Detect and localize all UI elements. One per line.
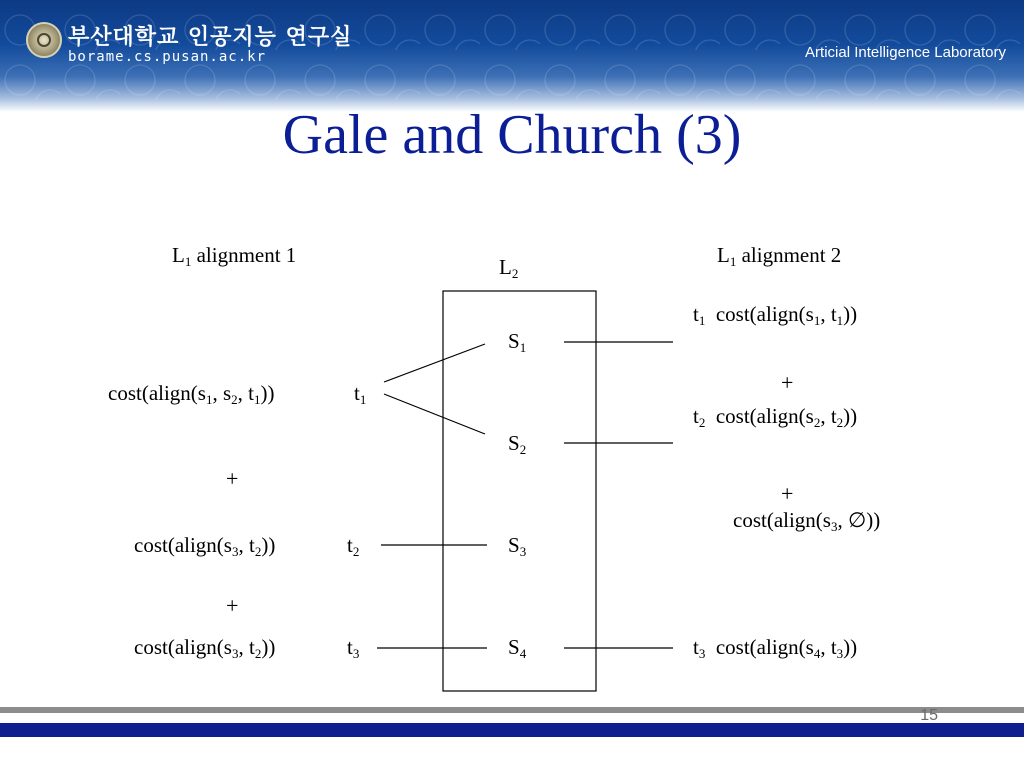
- link-t1-s1: [384, 344, 485, 382]
- slide-title: Gale and Church (3): [282, 104, 742, 166]
- plus-sign: +: [226, 593, 239, 618]
- university-url: borame.cs.pusan.ac.kr: [68, 49, 267, 65]
- university-name: 부산대학교 인공지능 연구실: [68, 25, 353, 50]
- left-header: $L_1$ alignment 1: [172, 243, 297, 269]
- right-cost-expression: $t_3$ $\cos t(align(s_4$, $t_3$)): [693, 635, 858, 661]
- source-sentence: $S_3$: [508, 533, 527, 559]
- right-cost-expression: $t_2$ $\cos t(align(s_2$, $t_2$)): [693, 404, 858, 430]
- footer-gray-bar: [0, 707, 1024, 713]
- middle-header: $L_2$: [499, 255, 519, 281]
- link-t1-s2: [384, 394, 485, 434]
- left-cost-expression: $\cos t(align(s_3$, $t_2$)): [134, 635, 276, 661]
- plus-sign: +: [781, 481, 794, 506]
- lab-name: Articial Intelligence Laboratory: [805, 44, 1006, 61]
- right-cost-expression: $\cos t(align(s_3$, ∅)): [733, 508, 881, 534]
- left-cost-expression: $\cos t(align(s_1$, $s_2$, $t_1$)): [108, 381, 275, 407]
- page-number: 15: [920, 707, 938, 724]
- source-sentence: $S_4$: [508, 635, 527, 661]
- source-sentence: $S_2$: [508, 431, 527, 457]
- plus-sign: +: [226, 466, 239, 491]
- plus-sign: +: [781, 370, 794, 395]
- right-cost-expression: $t_1$ $\cos t(align(s_1$, $t_1$)): [693, 302, 858, 328]
- left-cost-expression: $\cos t(align(s_3$, $t_2$)): [134, 533, 276, 559]
- target-sentence: $t_2$: [347, 533, 360, 559]
- target-sentence: $t_3$: [347, 635, 360, 661]
- right-header: $L_1$ alignment 2: [717, 243, 842, 269]
- source-sentence: $S_1$: [508, 329, 527, 355]
- target-sentence: $t_1$: [354, 381, 367, 407]
- footer-blue-bar: [0, 723, 1024, 737]
